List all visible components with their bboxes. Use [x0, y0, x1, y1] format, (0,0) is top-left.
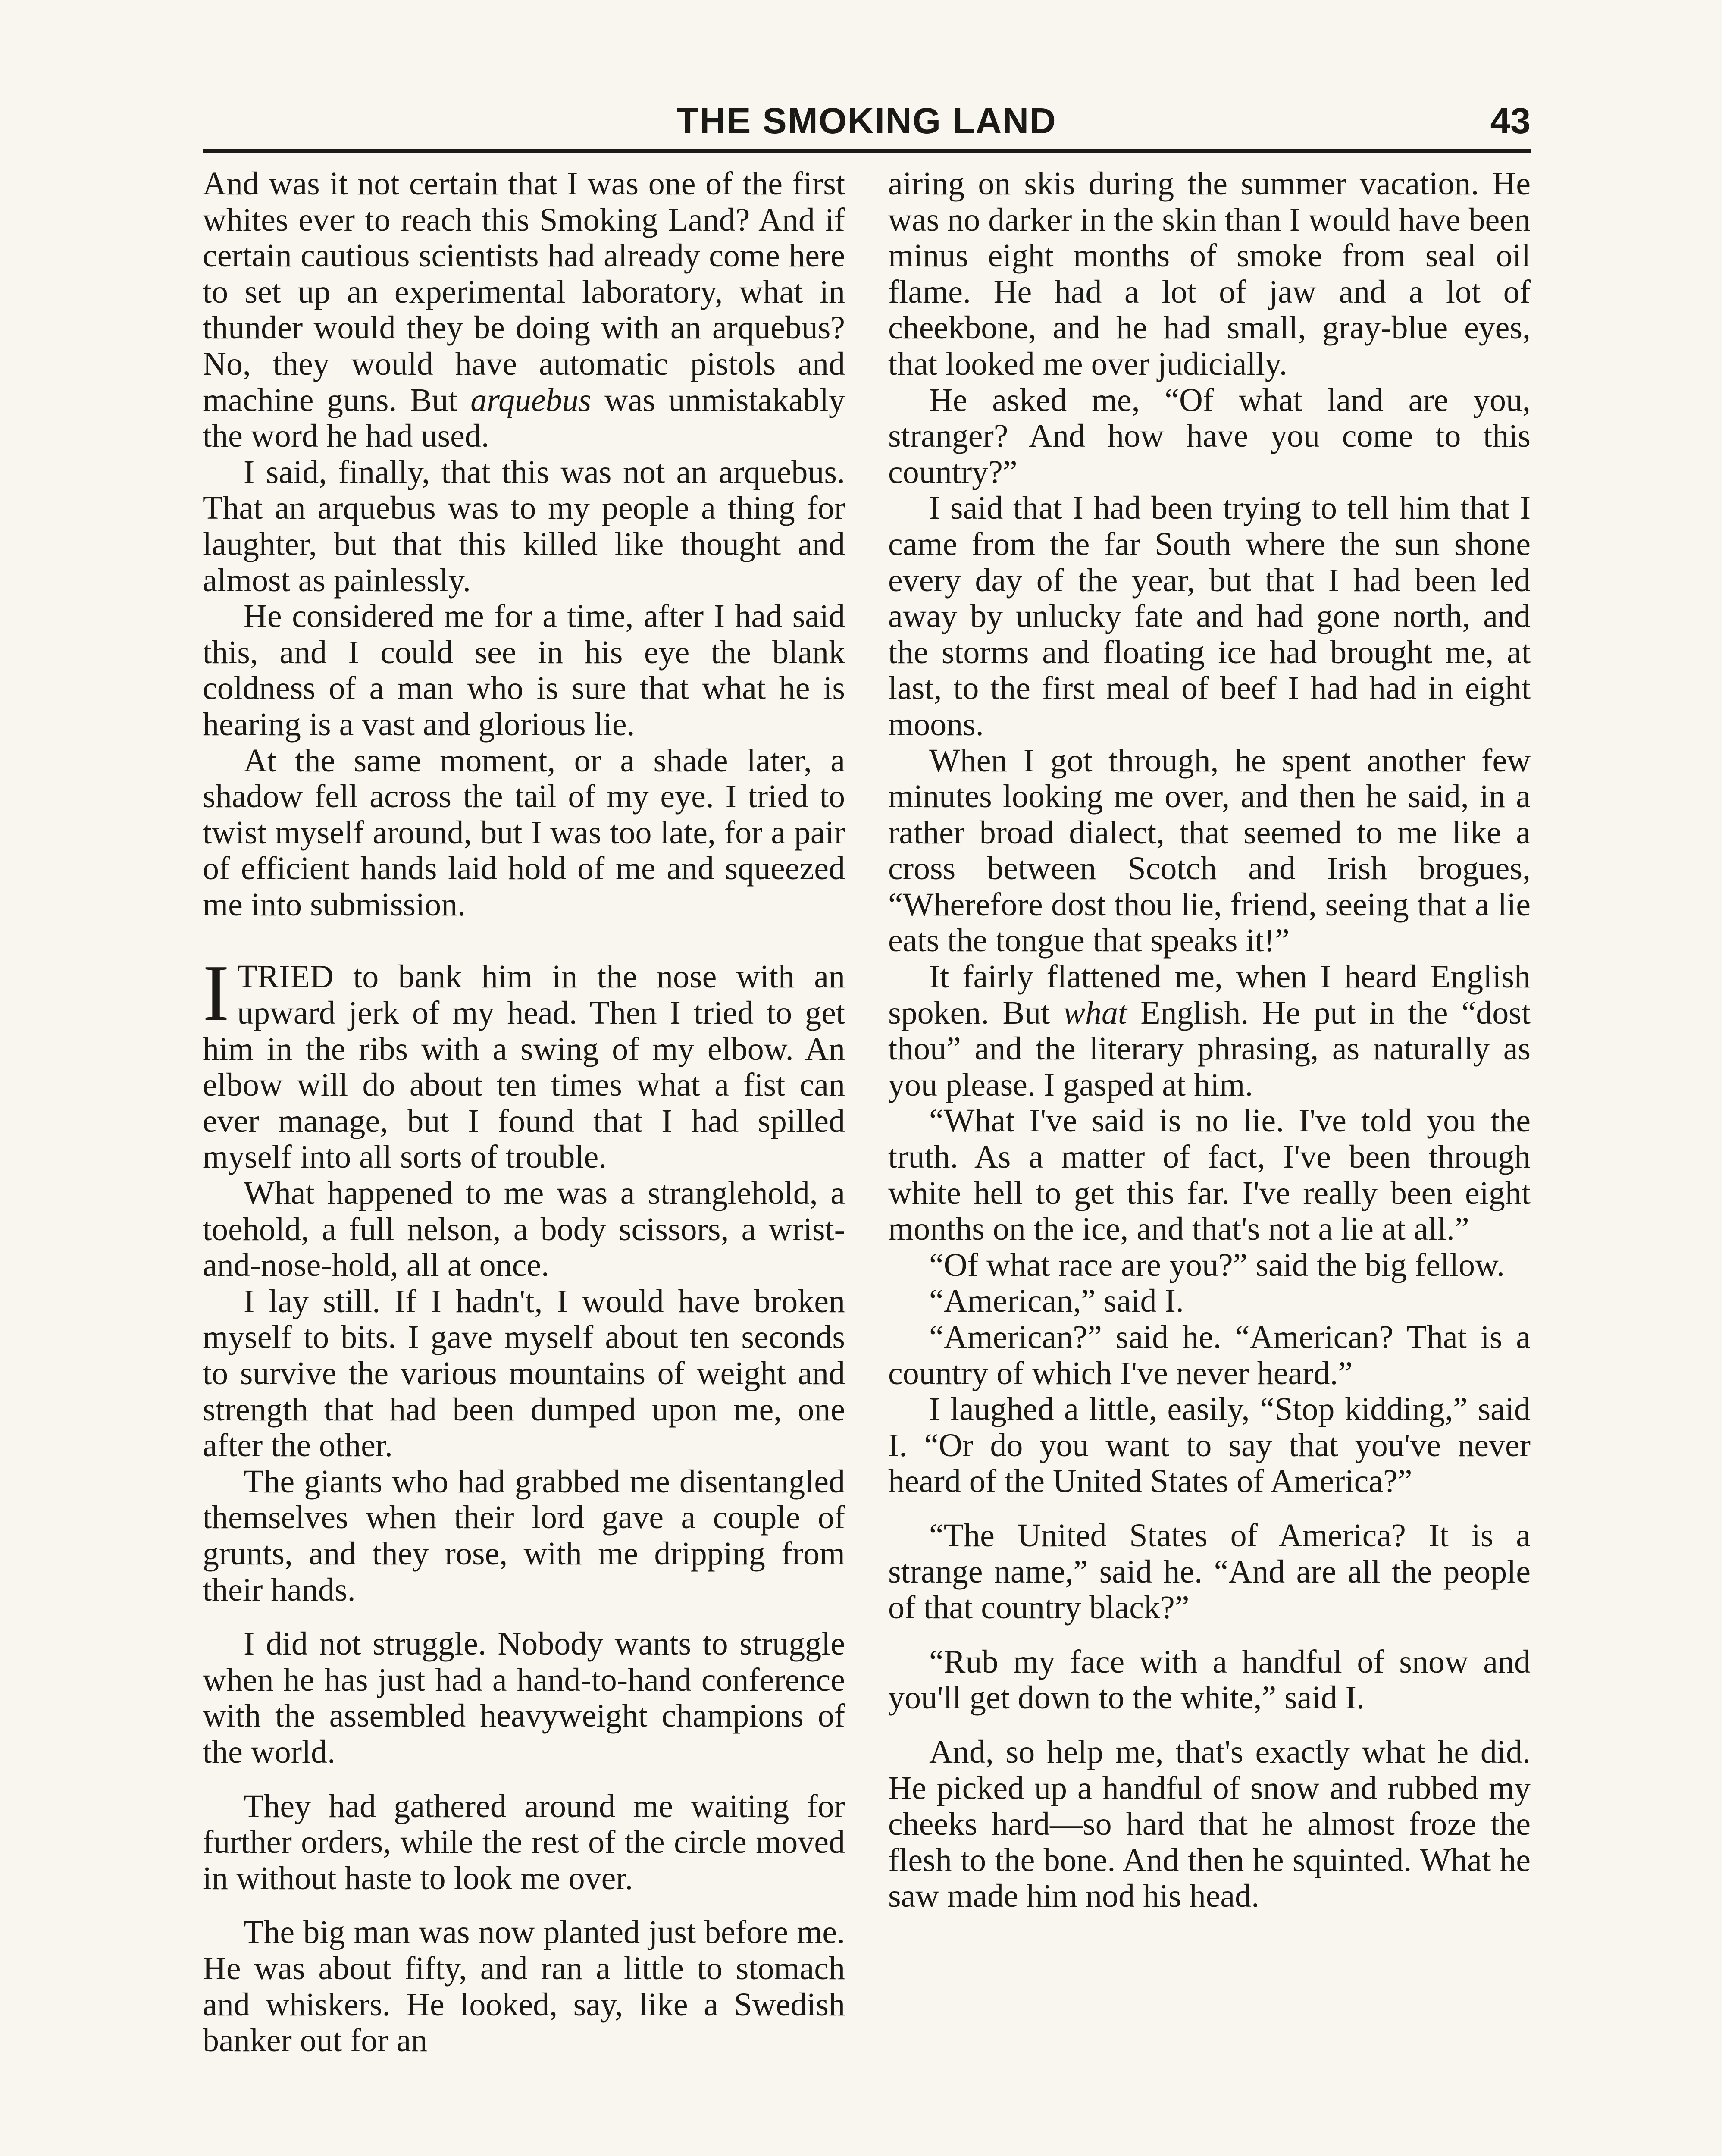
paragraph: I did not struggle. Nobody wants to struggle when he has just had a hand-to-hand conference with the assembled heavyweight champions of the world. — [203, 1626, 845, 1770]
paragraph: “American?” said he. “American? That is a country of which I've never heard.” — [888, 1319, 1531, 1391]
page-number: 43 — [1490, 100, 1531, 141]
paragraph: I laughed a little, easily, “Stop kidding,” said I. “Or do you want to say that you've never heard of the United States of America?” — [888, 1391, 1531, 1500]
paragraph: What happened to me was a stranglehold, a toehold, a full nelson, a body scissors, a wrist-and-nose-hold, all at once. — [203, 1175, 845, 1284]
paragraph: “American,” said I. — [929, 1283, 1184, 1319]
section-opening-paragraph: I TRIED to bank him in the nose with an upward jerk of my head. Then I tried to get him in the ribs with a swing of my elbow. An elbow will do about ten times what a fist can ever manage, but I found that I had spilled myself into all sorts of trouble. — [203, 949, 845, 1175]
paragraph: I lay still. If I hadn't, I would have broken myself to bits. I gave myself about ten seconds to survive the various mountains of weight and strength that had been dumped upon me, one after the other. — [203, 1283, 845, 1464]
italic-word: arquebus — [470, 382, 592, 418]
right-column — [888, 166, 1531, 1915]
paragraph: I said, finally, that this was not an arquebus. That an arquebus was to my people a thing for laughter, but that this killed like thought and almost as painlessly. — [203, 454, 845, 599]
paragraph: The big man was now planted just before me. He was about fifty, and ran a little to stomach and whiskers. He looked, say, like a Swedish banker out for an — [203, 1914, 845, 2059]
header-rule — [203, 149, 1531, 153]
paragraph: He asked me, “Of what land are you, stranger? And how have you come to this country?” — [888, 382, 1531, 490]
paragraph: He considered me for a time, after I had said this, and I could see in his eye the blank coldness of a man who is sure that what he is hearing is a vast and glorious lie. — [203, 598, 845, 743]
paragraph: When I got through, he spent another few minutes looking me over, and then he said, in a rather broad dialect, that seemed to me like a cross between Scotch and Irish brogues, “Wherefore dost thou lie, friend, seeing that a lie eats the tongue that speaks it!” — [888, 742, 1531, 959]
paragraph: I said that I had been trying to tell him that I came from the far South where the sun shone every day of the year, but that I had been led away by unlucky fate and had gone north, and the storms and floating ice had brought me, at last, to the first meal of beef I had had in eight moons. — [888, 490, 1531, 743]
running-header — [203, 99, 1531, 142]
paragraph: And, so help me, that's exactly what he did. He picked up a handful of snow and rubbed my cheeks hard—so hard that he almost froze the flesh to the bone. And then he squinted. What he saw made him nod his head. — [888, 1733, 1531, 1915]
paragraph: And was it not certain that I was one of the first whites ever to reach this Smoking Land? And if certain cautious scientists had already come here to set up an experimental laboratory, what in thunder would they be doing with an arquebus? No, they would have automatic pistols and machine guns. But arquebus was unmistakably the word he had used. — [203, 166, 845, 454]
running-title: THE SMOKING LAND — [676, 100, 1057, 141]
paragraph: At the same moment, or a shade later, a shadow fell across the tail of my eye. I tried to twist myself around, but I was too late, for a pair of efficient hands laid hold of me and squeezed me into submission. — [203, 742, 845, 923]
drop-cap: I — [203, 949, 229, 1038]
left-column — [203, 166, 845, 2059]
paragraph: The giants who had grabbed me disentangled themselves when their lord gave a couple of grunts, and they rose, with me dripping from their hands. — [203, 1463, 845, 1608]
italic-word: what — [1063, 994, 1127, 1031]
paragraph: It fairly flattened me, when I heard English spoken. But what English. He put in the “dost thou” and the literary phrasing, as naturally as you please. I gasped at him. — [888, 959, 1531, 1103]
paragraph: “What I've said is no lie. I've told you the truth. As a matter of fact, I've been through white hell to get this far. I've really been eight months on the ice, and that's not a lie at all.” — [888, 1103, 1531, 1247]
paragraph: “The United States of America? It is a strange name,” said he. “And are all the people of that country black?” — [888, 1517, 1531, 1626]
paragraph: “Of what race are you?” said the big fellow. — [929, 1247, 1505, 1283]
paragraph: “Rub my face with a handful of snow and you'll get down to the white,” said I. — [888, 1643, 1531, 1716]
paragraph: airing on skis during the summer vacation. He was no darker in the skin than I would have been minus eight months of smoke from seal oil flame. He had a lot of jaw and a lot of cheekbone, and he had small, gray-blue eyes, that looked me over judicially. — [888, 166, 1531, 382]
paragraph: They had gathered around me waiting for further orders, while the rest of the circle moved in without haste to look me over. — [203, 1788, 845, 1896]
